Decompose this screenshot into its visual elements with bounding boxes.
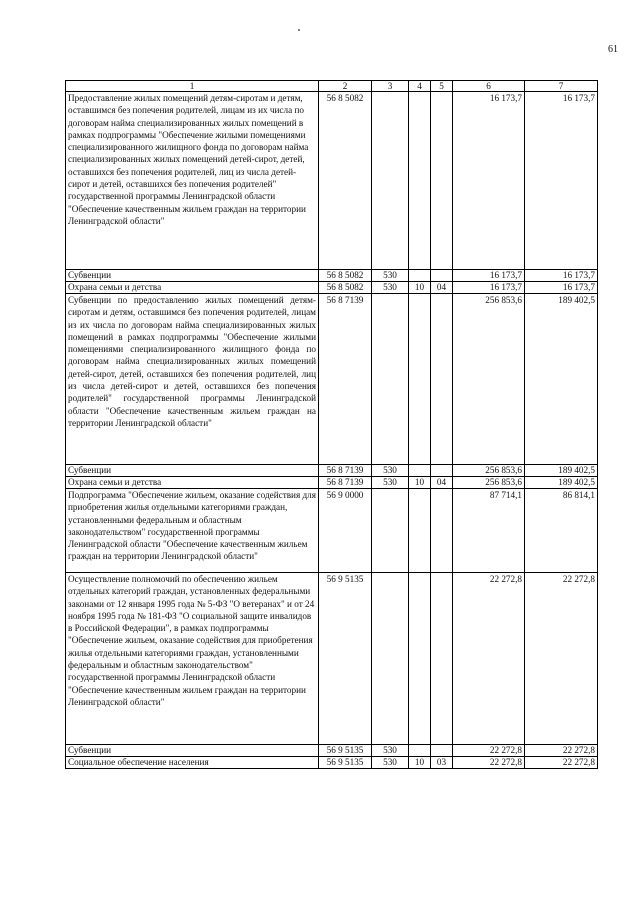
header-cell: 5 [431,81,453,92]
row-name: Подпрограмма "Обеспечение жильем, оказание содействия для приобретения жилья отдельными категориями граждан, установленными федеральным и областным законодательством" государственной программы Ленинградской области "Обеспечение качественным жильем граждан на территории Ленинградской области" [66,489,319,573]
row-sum-col7: 189 402,5 [525,294,598,465]
row-sum-col7: 22 272,8 [525,745,598,757]
row-expense-type: 530 [372,465,409,477]
row-section [409,573,431,745]
row-code: 56 8 5082 [319,92,372,270]
row-code: 56 8 7139 [319,294,372,465]
row-subsection [431,294,453,465]
row-code: 56 9 0000 [319,489,372,573]
header-cell: 3 [372,81,409,92]
row-sum-col7: 189 402,5 [525,477,598,489]
row-sum-col6: 16 173,7 [453,270,525,282]
row-name: Субвенции [66,465,319,477]
header-cell: 2 [319,81,372,92]
table-row [66,270,598,282]
row-expense-type [372,573,409,745]
row-sum-col6: 22 272,8 [453,573,525,745]
row-expense-type: 530 [372,477,409,489]
row-sum-col6: 256 853,6 [453,477,525,489]
row-subsection [431,745,453,757]
row-code: 56 9 5135 [319,745,372,757]
row-code: 56 9 5135 [319,757,372,769]
row-name: Охрана семьи и детства [66,477,319,489]
row-section [409,92,431,270]
table-row [66,477,598,489]
row-subsection [431,465,453,477]
scan-speck [298,29,300,31]
row-name: Осуществление полномочий по обеспечению жильем отдельных категорий граждан, установленных федеральными законами от 12 января 1995 года № 5-ФЗ "О ветеранах" и от 24 ноября 1995 года № 181-ФЗ "О социальной защите инвалидов в Российской Федерации", в рамках подпрограммы "Обеспечение жильем, оказание содействия для приобретения жилья отдельными категориями граждан, установленными федеральным и областным законодательством" государственной программы Ленинградской области "Обеспечение качественным жильем граждан на территории Ленинградской области" [66,573,319,745]
row-code: 56 8 5082 [319,282,372,294]
row-expense-type: 530 [372,757,409,769]
row-subsection [431,489,453,573]
table-row [66,294,598,465]
table-row [66,757,598,769]
table-row [66,489,598,573]
row-section [409,745,431,757]
table-header-row [66,81,598,92]
row-sum-col7: 16 173,7 [525,282,598,294]
row-subsection [431,573,453,745]
row-sum-col6: 256 853,6 [453,294,525,465]
row-subsection [431,270,453,282]
row-code: 56 8 7139 [319,477,372,489]
row-section [409,465,431,477]
table-row [66,92,598,270]
row-subsection: 04 [431,477,453,489]
row-subsection: 03 [431,757,453,769]
row-sum-col7: 189 402,5 [525,465,598,477]
row-subsection [431,92,453,270]
row-expense-type: 530 [372,282,409,294]
row-section: 10 [409,282,431,294]
row-sum-col7: 86 814,1 [525,489,598,573]
row-expense-type [372,294,409,465]
table-row [66,573,598,745]
row-name: Субвенции [66,270,319,282]
header-cell: 1 [66,81,319,92]
table-row [66,282,598,294]
row-section [409,270,431,282]
row-subsection: 04 [431,282,453,294]
page-number: 61 [608,44,618,55]
budget-table [65,80,598,769]
row-name: Социальное обеспечение населения [66,757,319,769]
row-sum-col7: 16 173,7 [525,92,598,270]
row-expense-type [372,92,409,270]
row-expense-type: 530 [372,270,409,282]
row-section [409,294,431,465]
row-sum-col7: 16 173,7 [525,270,598,282]
table-row [66,745,598,757]
row-section [409,489,431,573]
row-name: Субвенции по предоставлению жилых помещений детям-сиротам и детям, оставшимся без попечения родителей, лицам из их числа по договорам найма специализированных жилых помещений в рамках подпрограммы "Обеспечение жилыми помещениями специализированного жилищного фонда по договорам найма специализированных жилых помещений детей-сирот, детей, оставшихся без попечения родителей, лиц из числа детей-сирот и детей, оставшихся без попечения родителей" государственной программы Ленинградской области "Обеспечение качественным жильем граждан на территории Ленинградской области" [66,294,319,465]
row-sum-col6: 16 173,7 [453,92,525,270]
row-expense-type [372,489,409,573]
row-sum-col6: 256 853,6 [453,465,525,477]
row-sum-col7: 22 272,8 [525,757,598,769]
row-sum-col7: 22 272,8 [525,573,598,745]
header-cell: 7 [525,81,598,92]
row-name: Охрана семьи и детства [66,282,319,294]
row-section: 10 [409,757,431,769]
header-cell: 6 [453,81,525,92]
row-name: Предоставление жилых помещений детям-сиротам и детям, оставшимся без попечения родителей, лицам из их числа по договорам найма специализированных жилых помещений в рамках подпрограммы "Обеспечение жилыми помещениями специализированного жилищного фонда по договорам найма специализированных жилых помещений детей-сирот, детей, оставшихся без попечения родителей, лиц из числа детей-сирот и детей, оставшихся без попечения родителей" государственной программы Ленинградской области "Обеспечение качественным жильем граждан на территории Ленинградской области" [66,92,319,270]
row-code: 56 9 5135 [319,573,372,745]
row-sum-col6: 87 714,1 [453,489,525,573]
row-code: 56 8 7139 [319,465,372,477]
row-section: 10 [409,477,431,489]
row-sum-col6: 22 272,8 [453,745,525,757]
row-name: Субвенции [66,745,319,757]
row-code: 56 8 5082 [319,270,372,282]
table-row [66,465,598,477]
row-sum-col6: 22 272,8 [453,757,525,769]
row-expense-type: 530 [372,745,409,757]
row-sum-col6: 16 173,7 [453,282,525,294]
header-cell: 4 [409,81,431,92]
